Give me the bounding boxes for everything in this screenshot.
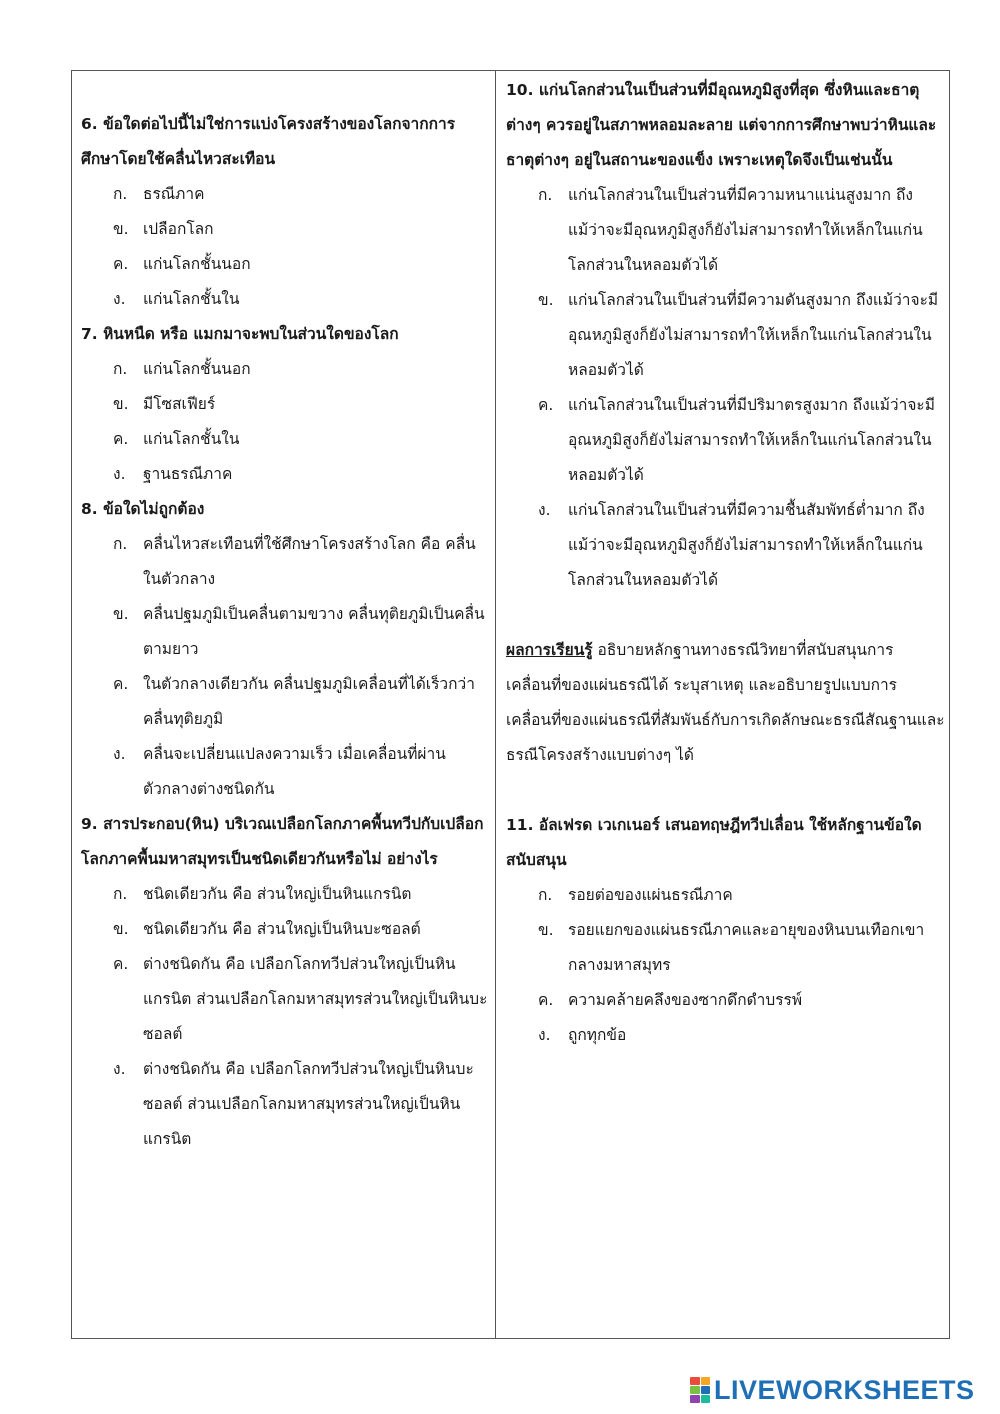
liveworksheets-logo[interactable] — [690, 1372, 975, 1408]
question-9-option-b[interactable]: ข. ชนิดเดียวกัน คือ ส่วนใหญ่เป็นหินบะซอลต์ — [113, 920, 421, 938]
question-9-option-a[interactable]: ก. ชนิดเดียวกัน คือ ส่วนใหญ่เป็นหินแกรนิต — [113, 885, 412, 903]
liveworksheets-logo-icon — [690, 1377, 710, 1403]
learning-outcome — [506, 633, 945, 773]
question-7-option-b[interactable]: ข. มีโซสเฟียร์ — [113, 395, 216, 413]
spacer — [506, 773, 945, 808]
question-11-option-b[interactable]: ข. รอยแยกของแผ่นธรณีภาคและอายุของหินบนเทือกเขากลางมหาสมุทร — [538, 921, 925, 974]
question-9-option-d[interactable]: ง. ต่างชนิดกัน คือ เปลือกโลกทวีปส่วนใหญ่เป็นหินบะซอลต์ ส่วนเปลือกโลกมหาสมุทรส่วนใหญ่เป็นหินแกรนิต — [113, 1060, 474, 1148]
right-column — [496, 71, 949, 1338]
question-10-stem: 10. แก่นโลกส่วนในเป็นส่วนที่มีอุณหภูมิสูงที่สุด ซึ่งหินและธาตุต่างๆ ควรอยู่ในสภาพหลอมละลาย แต่จากการศึกษาพบว่าหินและธาตุต่างๆ อยู่ในสถานะของแข็ง เพราะเหตุใดจึงเป็นเช่นนั้น — [506, 81, 937, 169]
question-11-stem: 11. อัลเฟรด เวเกเนอร์ เสนอทฤษฎีทวีปเลื่อน ใช้หลักฐานข้อใดสนับสนุน — [506, 816, 922, 869]
question-6-option-b[interactable]: ข. เปลือกโลก — [113, 220, 214, 238]
question-7-stem: 7. หินหนืด หรือ แมกมาจะพบในส่วนใดของโลก — [81, 325, 399, 343]
question-8-option-b[interactable]: ข. คลื่นปฐมภูมิเป็นคลื่นตามขวาง คลื่นทุติยภูมิเป็นคลื่นตามยาว — [113, 605, 485, 658]
logo-text: LIVEWORKSHEETS — [714, 1374, 975, 1405]
question-11-option-a[interactable]: ก. รอยต่อของแผ่นธรณีภาค — [538, 886, 733, 904]
worksheet-table — [71, 70, 950, 1339]
question-10-option-d[interactable]: ง. แก่นโลกส่วนในเป็นส่วนที่มีความชื้นสัมพัทธ์ต่ำมาก ถึงแม้ว่าจะมีอุณหภูมิสูงก็ยังไม่สามารถทำให้เหล็กในแก่นโลกส่วนในหลอมตัวได้ — [538, 501, 925, 589]
question-9-option-c[interactable]: ค. ต่างชนิดกัน คือ เปลือกโลกทวีปส่วนใหญ่เป็นหินแกรนิต ส่วนเปลือกโลกมหาสมุทรส่วนใหญ่เป็นหินบะซอลต์ — [113, 955, 488, 1043]
question-6-option-c[interactable]: ค. แก่นโลกชั้นนอก — [113, 255, 251, 273]
learning-outcome-label: ผลการเรียนรู้ — [506, 641, 593, 659]
question-11-option-c[interactable]: ค. ความคล้ายคลึงของซากดึกดำบรรพ์ — [538, 991, 803, 1009]
question-8-option-a[interactable]: ก. คลื่นไหวสะเทือนที่ใช้ศึกษาโครงสร้างโลก คือ คลื่นในตัวกลาง — [113, 535, 476, 588]
learning-outcome-text: อธิบายหลักฐานทางธรณีวิทยาที่สนับสนุนการเคลื่อนที่ของแผ่นธรณีได้ ระบุสาเหตุ และอธิบายรูปแบบการเคลื่อนที่ของแผ่นธรณีที่สัมพันธ์กับการเกิดลักษณะธรณีสัณฐานและธรณีโครงสร้างแบบต่างๆ ได้ — [506, 641, 945, 764]
question-6-stem: 6. ข้อใดต่อไปนี้ไม่ใช่การแบ่งโครงสร้างของโลกจากการศึกษาโดยใช้คลื่นไหวสะเทือน — [81, 115, 456, 168]
spacer — [506, 598, 945, 633]
question-7-option-c[interactable]: ค. แก่นโลกชั้นใน — [113, 430, 240, 448]
question-8-option-d[interactable]: ง. คลื่นจะเปลี่ยนแปลงความเร็ว เมื่อเคลื่อนที่ผ่านตัวกลางต่างชนิดกัน — [113, 745, 446, 798]
question-6-option-a[interactable]: ก. ธรณีภาค — [113, 185, 205, 203]
question-9-stem: 9. สารประกอบ(หิน) บริเวณเปลือกโลกภาคพื้นทวีปกับเปลือกโลกภาคพื้นมหาสมุทรเป็นชนิดเดียวกันหรือไม่ อย่างไร — [81, 815, 484, 868]
question-7-option-a[interactable]: ก. แก่นโลกชั้นนอก — [113, 360, 251, 378]
question-11-option-d[interactable]: ง. ถูกทุกข้อ — [538, 1026, 627, 1044]
question-10-option-b[interactable]: ข. แก่นโลกส่วนในเป็นส่วนที่มีความดันสูงมาก ถึงแม้ว่าจะมีอุณหภูมิสูงก็ยังไม่สามารถทำให้เหล็กในแก่นโลกส่วนในหลอมตัวได้ — [538, 291, 939, 379]
left-column — [72, 71, 496, 1338]
question-8-stem: 8. ข้อใดไม่ถูกต้อง — [81, 500, 205, 518]
question-10-option-c[interactable]: ค. แก่นโลกส่วนในเป็นส่วนที่มีปริมาตรสูงมาก ถึงแม้ว่าจะมีอุณหภูมิสูงก็ยังไม่สามารถทำให้เหล็กในแก่นโลกส่วนในหลอมตัวได้ — [538, 396, 935, 484]
question-8-option-c[interactable]: ค. ในตัวกลางเดียวกัน คลื่นปฐมภูมิเคลื่อนที่ได้เร็วกว่าคลื่นทุติยภูมิ — [113, 675, 475, 728]
question-7-option-d[interactable]: ง. ฐานธรณีภาค — [113, 465, 233, 483]
question-10-option-a[interactable]: ก. แก่นโลกส่วนในเป็นส่วนที่มีความหนาแน่นสูงมาก ถึงแม้ว่าจะมีอุณหภูมิสูงก็ยังไม่สามารถทำให้เหล็กในแก่นโลกส่วนในหลอมตัวได้ — [538, 186, 923, 274]
question-6-option-d[interactable]: ง. แก่นโลกชั้นใน — [113, 290, 240, 308]
